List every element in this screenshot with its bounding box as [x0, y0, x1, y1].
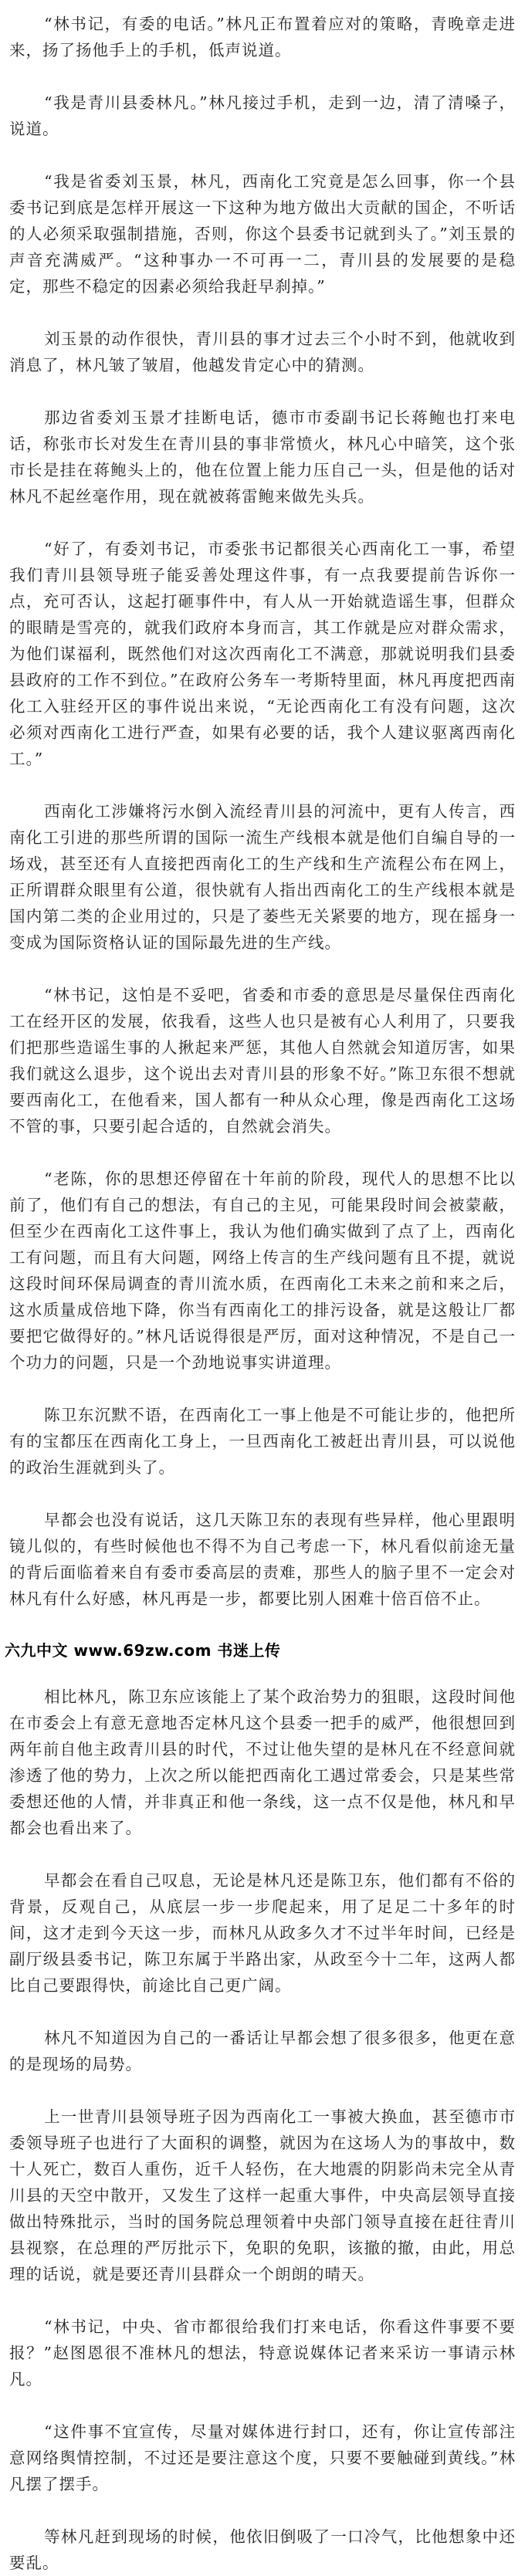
- paragraph: “我是青川县委林凡。”林凡接过手机，走到一边，清了清嗓子，说道。: [9, 93, 516, 138]
- site-watermark-banner: 六九中文 www.69zw.com 书迷上传: [5, 1641, 281, 1660]
- paragraph: 早都会在看自己叹息，无论是林凡还是陈卫东，他们都有不俗的背景，反观自己，从底层一步一步爬起来，用了足足二十多年的时间，这才走到今天这一步，而林凡从政多久才不过半年时间，已经是副厅级县委书记，陈卫东属于半路出家，从政至今十二年，这两人都比自己要跟得快，前途比自己更广阔。: [9, 1871, 516, 1995]
- paragraph: 等林凡赶到现场的时候，他依旧倒吸了一口冷气，比他想象中还要乱。: [9, 2527, 516, 2572]
- content-bottom: [9, 1684, 516, 2576]
- paragraph: “老陈，你的思想还停留在十年前的阶段，现代人的思想不比以前了，他们有自己的想法，有自己的主见，可能果段时间会被蒙蔽，但至少在西南化工这件事上，我认为他们确实做到了点了上，西南化工有问题，而且有大问题，网络上传言的生产线问题有且不提，就说这段时间环保局调查的青川流水质，在西南化工未来之前和来之后，这水质量成倍地下降，你当有西南化工的排污设备，就是这般让厂都要把它做得好的。”林凡话说得很是严厉，面对这种情况，不是自己一个功力的问题，只是一个劲地说事实讲道理。: [9, 1170, 516, 1372]
- paragraph: 陈卫东沉默不语，在西南化工一事上他是不可能让步的，他把所有的宝都压在西南化工身上，一旦西南化工被赶出青川县，可以说他的政治生涯就到头了。: [9, 1406, 516, 1477]
- paragraph: 刘玉景的动作很快，青川县的事才过去三个小时不到，他就收到消息了，林凡皱了皱眉，他越发肯定心中的猜测。: [9, 330, 516, 374]
- paragraph: “林书记，中央、省市都很给我们打来电话，你看这件事要不要报？”赵图恩很不准林凡的想法，特意说媒体记者来采访一事请示林凡。: [9, 2317, 516, 2388]
- paragraph: 早都会也没有说话，这几天陈卫东的表现有些异样，他心里跟明镜儿似的，有些时候他也不得不为自己考虑一下，林凡看似前途无量的背后面临着来自有委市委高层的责难，那些人的脑子里不一定会对林凡有什么好感，林凡再是一步，都要比别人困难十倍百倍不止。: [9, 1511, 516, 1608]
- paragraph: “林书记，有委的电话。”林凡正布置着应对的策略，青晚章走进来，扬了扬他手上的手机，低声说道。: [9, 15, 516, 59]
- paragraph: 林凡不知道因为自己的一番话让早都会想了很多很多，他更在意的是现场的局势。: [9, 2029, 516, 2073]
- content-top: [9, 11, 516, 1612]
- paragraph: 上一世青川县领导班子因为西南化工一事被大换血，甚至德市市委领导班子也进行了大面积的调整，就因为在这场人为的事故中，数十人死亡，数百人重伤，近千人轻伤，在大地震的阴影尚未完全从青川县的天空中散开，又发生了这样一起重大事件，中央高层领导直接做出特殊批示，当时的国务院总理领着中央部门领导直接在赶往青川县视察，在总理的严厉批示下，免职的免职，该撤的撤，由此，用总理的话说，就是要还青川县群众一个朗朗的晴天。: [9, 2107, 516, 2283]
- paragraph: “林书记，这怕是不妥吧，省委和市委的意思是尽量保住西南化工在经开区的发展，依我看，这些人也只是被有心人利用了，只要我们把那些造谣生事的人揪起来严惩，其他人自然就会知道厉害，如果我们就这么退步，这个说出去对青川县的形象不好。”陈卫东很不想就要西南化工，在他看来，国人都有一种从众心理，像是西南化工这场不管的事，只要引起合适的，自然就会消失。: [9, 986, 516, 1136]
- paragraph: 西南化工涉嫌将污水倒入流经青川县的河流中，更有人传言，西南化工引进的那些所谓的国际一流生产线根本就是他们自编自导的一场戏，甚至还有人直接把西南化工的生产线和生产流程公布在网上，正所谓群众眼里有公道，很快就有人指出西南化工的生产线根本就是国内第二类的企业用过的，只是了萎些无关紧要的地方，现在摇身一变成为国际资格认证的国际最先进的生产线。: [9, 802, 516, 952]
- paragraph: 那边省委刘玉景才挂断电话，德市市委副书记长蒋鲍也打来电话，称张市长对发生在青川县的事非常愤火，林凡心中暗笑，这个张市长是挂在蒋鲍头上的，他在位置上能力压自己一头，但是他的话对林凡不起丝毫作用，现在就被蒋雷鲍来做先头兵。: [9, 408, 516, 506]
- paragraph: “我是省委刘玉景，林凡，西南化工究竟是怎么回事，你一个县委书记到底是怎样开展这一下这种为地方做出大贡献的国企，不听话的人必须采取强制措施，否则，你这个县委书记就到头了。”刘玉景的声音充满威严。“这种事办一不可再一二，青川县的发展要的是稳定，那些不稳定的因素必须给我赶早刹掉。”: [9, 172, 516, 296]
- paragraph: “这件事不宜宣传，尽量对媒体进行封口，还有，你让宣传部注意网络舆情控制，不过还是要注意这个度，只要不要触碰到黄线。”林凡摆了摆手。: [9, 2422, 516, 2493]
- paragraph: “好了，有委刘书记，市委张书记都很关心西南化工一事，希望我们青川县领导班子能妥善处理这件事，有一点我要提前告诉你一点，充可否认，这起打砸事件中，有人从一开始就造谣生事，但群众的眼睛是雪亮的，就我们政府本身而言，其工作就是应对群众需求，为他们谋福利，既然他们对这次西南化工不满意，那就说明我们县委县政府的工作不到位。”在政府公务车一考斯特里面，林凡再度把西南化工入驻经开区的事件说出来说，“无论西南化工有没有问题，这次必须对西南化工进行严查，如果有必要的话，我个人建议驱离西南化工。”: [9, 540, 516, 768]
- paragraph: 相比林凡，陈卫东应该能上了某个政治势力的狙眼，这段时间他在市委会上有意无意地否定林凡这个县委一把手的威严，他很想回到两年前自他主政青川县的时代，不过让他失望的是林凡在不经意间就渗透了他的势力，上次之所以能把西南化工遇过常委会，只是某些常委想还他的人情，并非真正和他一条线，这一点不仅是他，林凡和早都会也看出来了。: [9, 1687, 516, 1837]
